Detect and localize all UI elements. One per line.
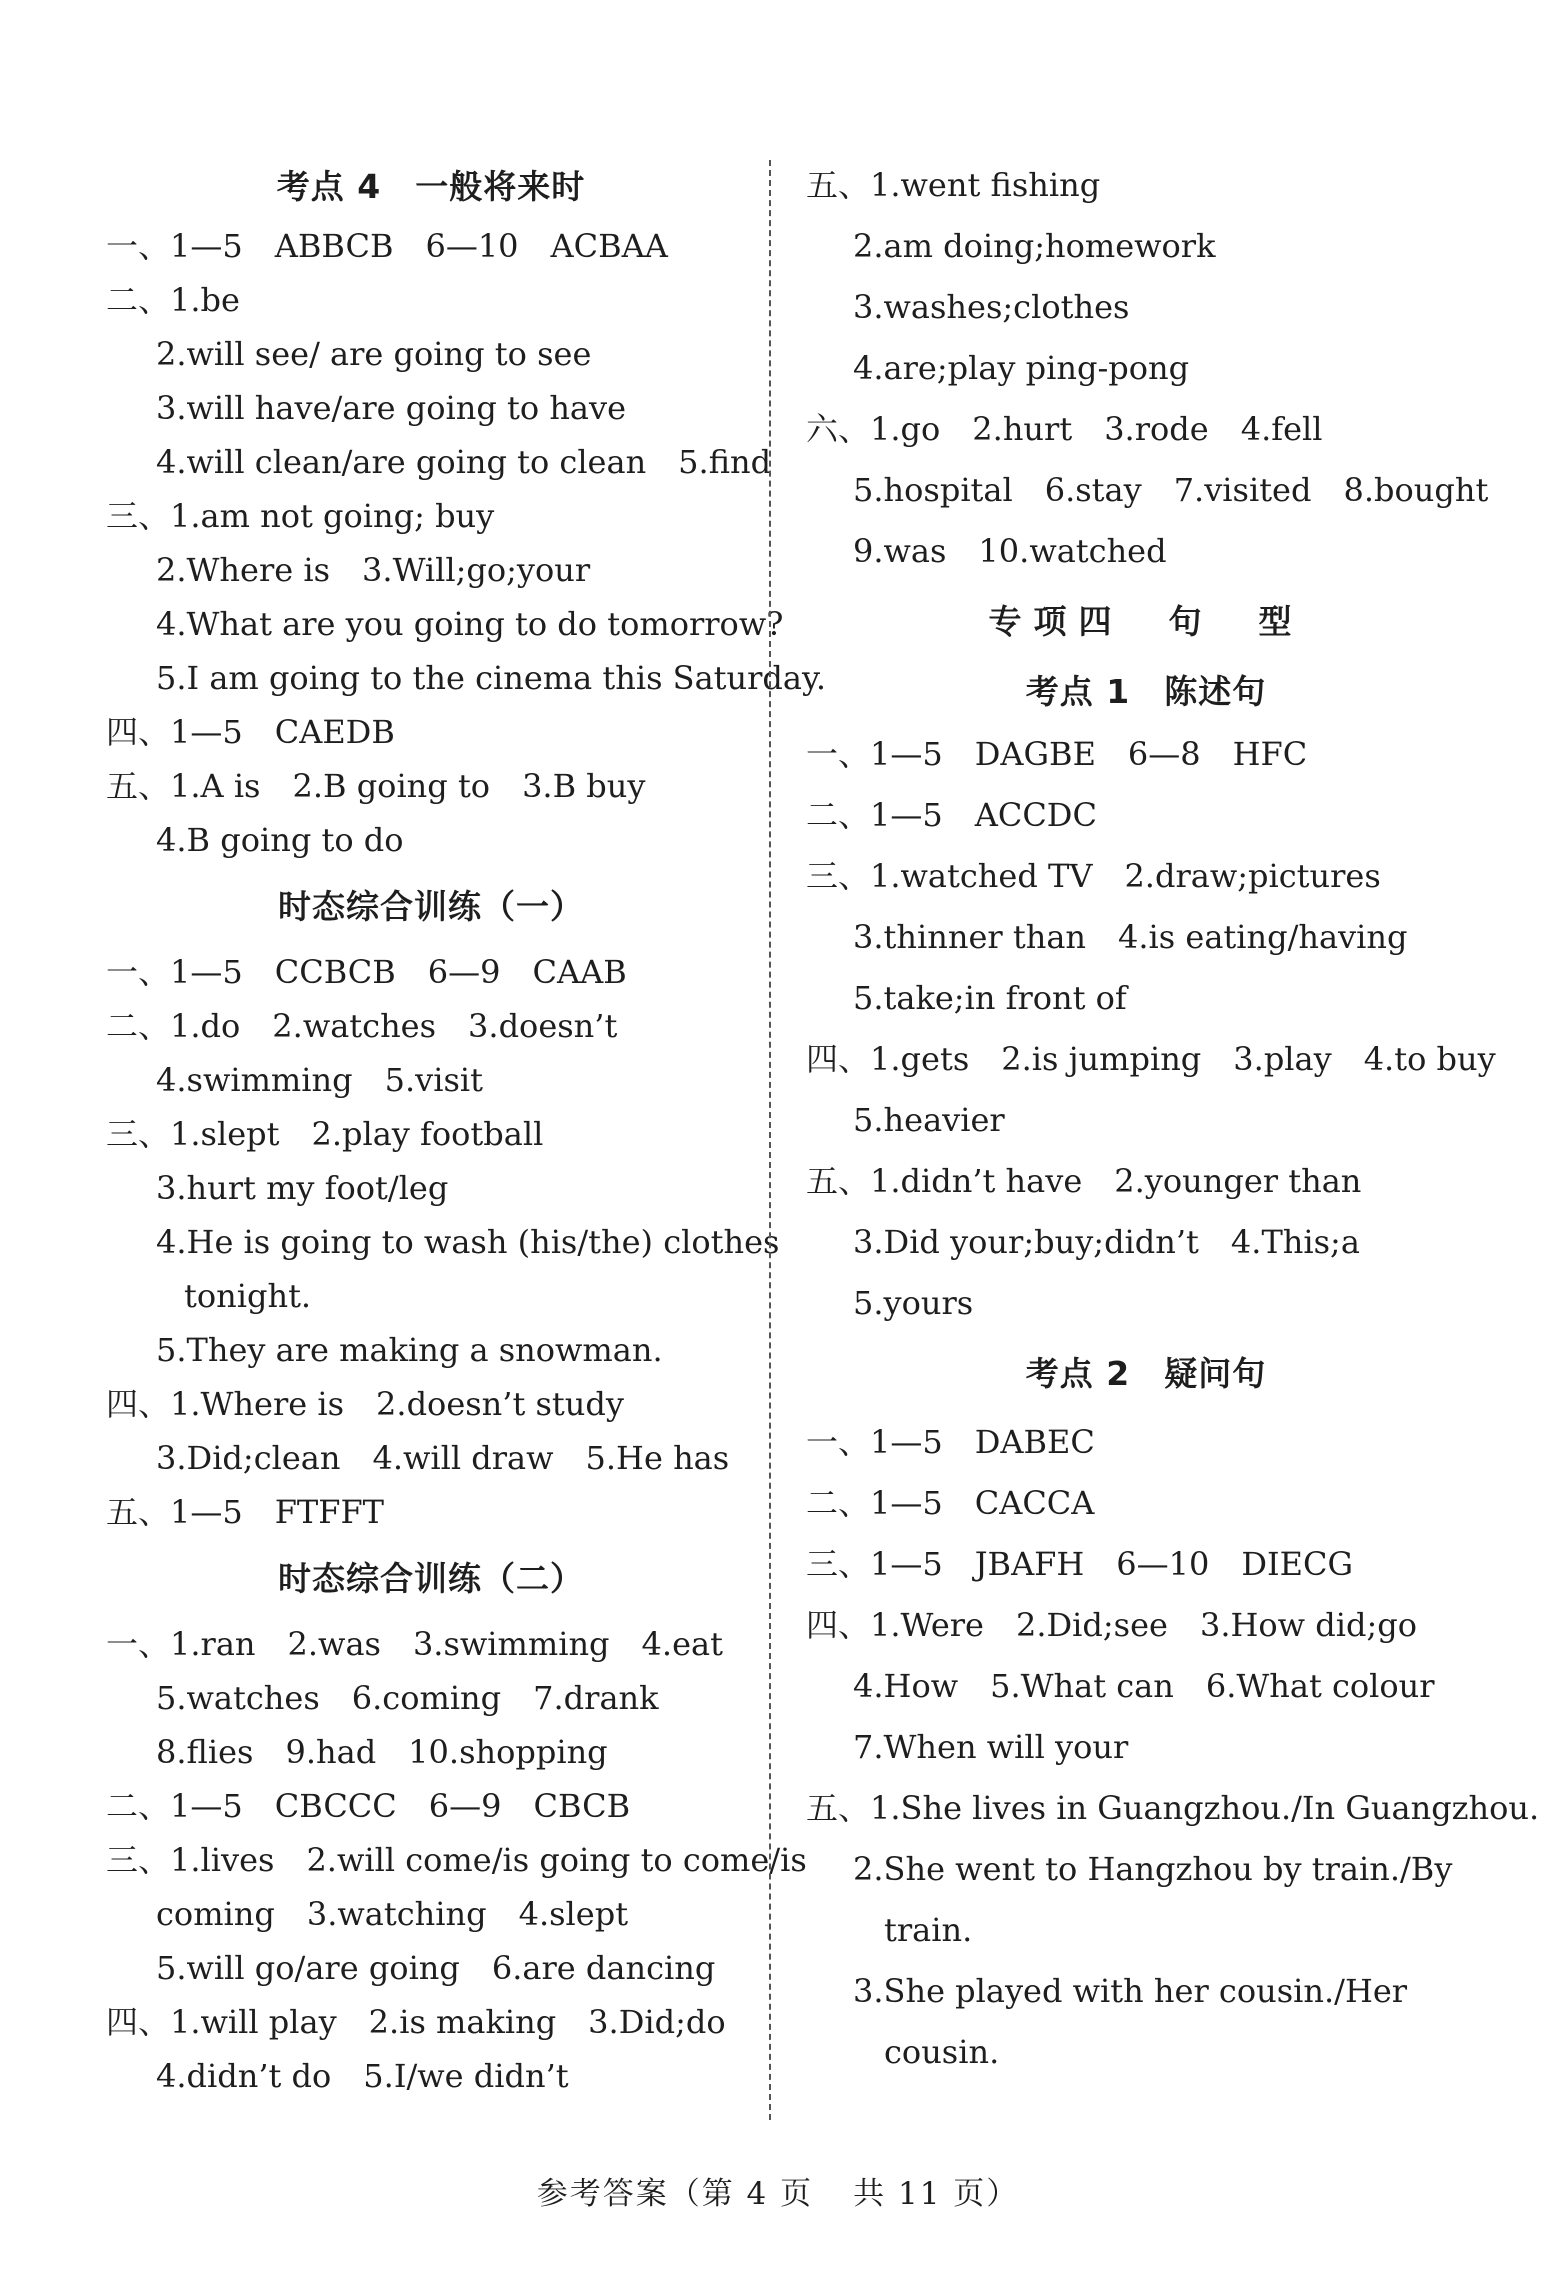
answer-line: train. [884, 1911, 973, 1949]
answer-line: 二、1—5 CACCA [806, 1484, 1095, 1522]
answer-line: 六、1.go 2.hurt 3.rode 4.fell [806, 410, 1323, 448]
answer-line: 三、1.watched TV 2.draw;pictures [806, 857, 1381, 895]
section-title: 考点 2 疑问句 [1025, 1354, 1267, 1393]
answer-line: 二、1—5 ACCDC [806, 796, 1097, 834]
answer-line: 5.will go/are going 6.are dancing [156, 1949, 716, 1987]
answer-line: 8.flies 9.had 10.shopping [156, 1733, 608, 1771]
answer-line: 四、1.Where is 2.doesn’t study [106, 1385, 624, 1423]
answer-line: 一、1—5 ABBCB 6—10 ACBAA [106, 227, 668, 265]
answer-line: 三、1.am not going; buy [106, 497, 495, 535]
answer-line: 5.hospital 6.stay 7.visited 8.bought [853, 471, 1489, 509]
answer-line: 7.When will your [853, 1728, 1129, 1766]
special-topic-title: 专项四 句 型 [988, 602, 1304, 641]
answer-line: 4.are;play ping-pong [853, 349, 1190, 387]
answer-line: 四、1.Were 2.Did;see 3.How did;go [806, 1606, 1417, 1644]
answer-line: 二、1—5 CBCCC 6—9 CBCB [106, 1787, 631, 1825]
answer-line: coming 3.watching 4.slept [156, 1895, 629, 1933]
answer-line: 4.swimming 5.visit [156, 1061, 483, 1099]
page-footer [0, 2168, 1556, 2213]
answer-line: 四、1.gets 2.is jumping 3.play 4.to buy [806, 1040, 1496, 1078]
answer-line: 二、1.be [106, 281, 240, 319]
answer-line: 2.Where is 3.Will;go;your [156, 551, 591, 589]
answer-line: 四、1.will play 2.is making 3.Did;do [106, 2003, 726, 2041]
answer-line: 4.will clean/are going to clean 5.find [156, 443, 772, 481]
answer-line: 二、1.do 2.watches 3.doesn’t [106, 1007, 618, 1045]
answer-line: 3.thinner than 4.is eating/having [853, 918, 1408, 956]
answer-line: 一、1.ran 2.was 3.swimming 4.eat [106, 1625, 723, 1663]
section-title: 考点 1 陈述句 [1025, 672, 1267, 711]
section-title: 时态综合训练（一） [278, 887, 584, 926]
answer-line: 一、1—5 CCBCB 6—9 CAAB [106, 953, 627, 991]
answer-line: 3.will have/are going to have [156, 389, 627, 427]
answer-line: 3.Did your;buy;didn’t 4.This;a [853, 1223, 1360, 1261]
answer-line: 9.was 10.watched [853, 532, 1167, 570]
answer-line: 三、1—5 JBAFH 6—10 DIECG [806, 1545, 1354, 1583]
answer-line: 五、1.didn’t have 2.younger than [806, 1162, 1362, 1200]
answer-line: 三、1.lives 2.will come/is going to come/is [106, 1841, 807, 1879]
answer-line: 4.How 5.What can 6.What colour [853, 1667, 1435, 1705]
answer-line: 2.She went to Hangzhou by train./By [853, 1850, 1453, 1888]
section-title: 考点 4 一般将来时 [276, 167, 586, 206]
answer-line: 4.B going to do [156, 821, 404, 859]
answer-line: 五、1.She lives in Guangzhou./In Guangzhou. [806, 1789, 1540, 1827]
answer-line: 3.Did;clean 4.will draw 5.He has [156, 1439, 730, 1477]
answer-line: 3.washes;clothes [853, 288, 1130, 326]
answer-line: 5.take;in front of [853, 979, 1127, 1017]
answer-line: 2.will see/ are going to see [156, 335, 592, 373]
section-title: 时态综合训练（二） [278, 1559, 584, 1598]
answer-line: 5.yours [853, 1284, 974, 1322]
footer-page-label: 参考答案（第 4 页 [536, 2176, 814, 2212]
right-column [806, 155, 1540, 2083]
left-column [106, 155, 826, 2103]
column-divider [769, 160, 771, 2120]
answer-line: 一、1—5 DAGBE 6—8 HFC [806, 735, 1308, 773]
answer-line: 3.She played with her cousin./Her [853, 1972, 1408, 2010]
answer-line: 5.heavier [853, 1101, 1005, 1139]
answer-line: tonight. [184, 1277, 312, 1315]
footer-total-pages: 共 11 页） [853, 2176, 1020, 2212]
answer-line: 五、1.A is 2.B going to 3.B buy [106, 767, 646, 805]
answer-line: 3.hurt my foot/leg [156, 1169, 449, 1207]
answer-line: 5.They are making a snowman. [156, 1331, 663, 1369]
answer-line: 5.watches 6.coming 7.drank [156, 1679, 659, 1717]
answer-line: 五、1—5 FTFFT [106, 1493, 385, 1531]
answer-line: 4.didn’t do 5.I/we didn’t [156, 2057, 569, 2095]
answer-line: 4.What are you going to do tomorrow? [156, 605, 784, 643]
answer-line: 2.am doing;homework [853, 227, 1216, 265]
answer-line: cousin. [884, 2033, 1000, 2071]
answer-line: 5.I am going to the cinema this Saturday. [156, 659, 826, 697]
answer-line: 四、1—5 CAEDB [106, 713, 395, 751]
answer-line: 一、1—5 DABEC [806, 1423, 1095, 1461]
answer-line: 三、1.slept 2.play football [106, 1115, 544, 1153]
answer-line: 五、1.went fishing [806, 166, 1101, 204]
answer-line: 4.He is going to wash (his/the) clothes [156, 1223, 780, 1261]
